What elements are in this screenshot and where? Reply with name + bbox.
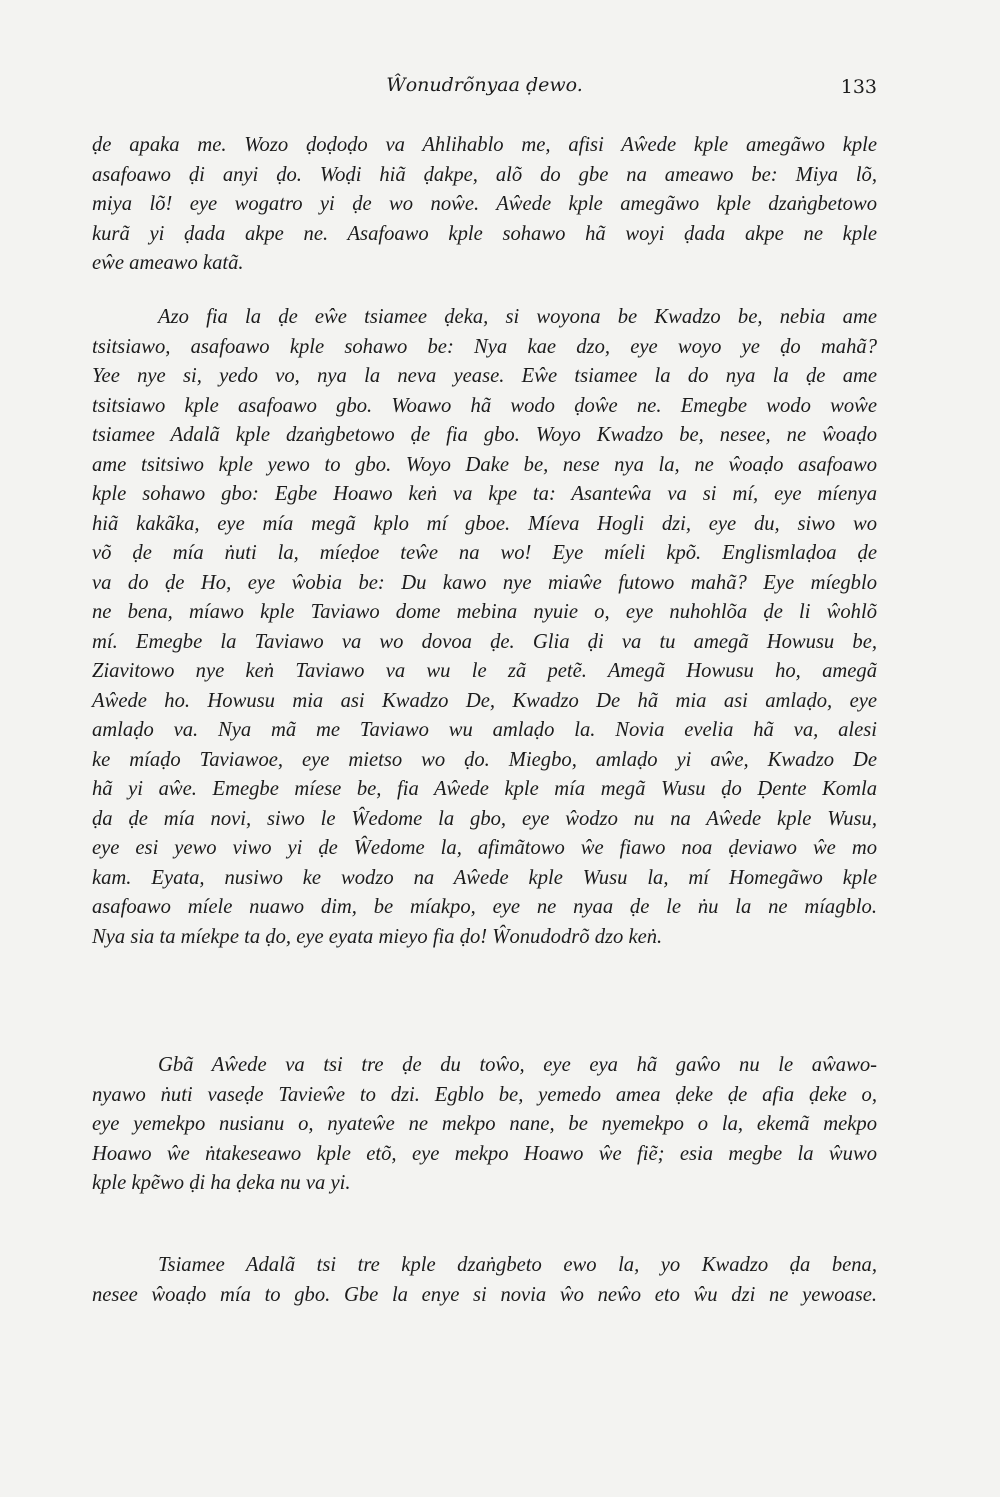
text-line: eŵe ameawo katã.: [92, 252, 244, 274]
running-head: [92, 70, 877, 104]
text-line: Aŵede ho. Howusu mia asi Kwadzo De, Kwadzo De hã mia asi amlaḍo, eye: [92, 689, 877, 712]
text-line: võ ḍe mía ṅuti la, míeḍoe teŵe na wo! Eye míeli kpõ. Englismlaḍoa ḍe: [92, 542, 877, 564]
text-line: tsitsiawo kple asafoawo gbo. Woawo hã wodo ḍoŵe ne. Emegbe wodo woŵe: [92, 394, 877, 417]
text-line: ḍe apaka me. Wozo ḍoḍoḍo va Ahlihablo me, afisi Aŵede kple amegãwo kple: [92, 134, 877, 156]
text-line: Yee nye si, yedo vo, nya la neva yease. Eŵe tsiamee la do nya la ḍe ame: [92, 365, 877, 387]
text-line: nesee ŵoaḍo mía to gbo. Gbe la enye si novia ŵo neŵo eto ŵu dzi ne yewoase.: [92, 1283, 877, 1306]
text-line: ame tsitsiwo kple yewo to gbo. Woyo Dake be, nese nya la, ne ŵoaḍo asafoawo: [92, 453, 877, 476]
paragraph-3: [92, 1051, 877, 1199]
running-title: Ŵonudrõnyaa ḍewo.: [386, 74, 583, 96]
text-line: Ziavitowo nye keṅ Taviawo va wu le zã petẽ. Amegã Howusu ho, amegã: [92, 660, 877, 682]
paragraph-2: [92, 303, 877, 952]
text-line: Azo fia la ḍe eŵe tsiamee ḍeka, si woyona be Kwadzo be, nebia ame: [158, 306, 877, 328]
text-line: ke míaḍo Taviawoe, eye mietso wo ḍo. Miegbo, amlaḍo yi aŵe, Kwadzo De: [92, 748, 877, 771]
text-line: eye esi yewo viwo yi ḍe Ŵedome la, afimãtowo ŵe fiawo noa ḍeviawo ŵe mo: [92, 837, 877, 859]
text-line: hã yi aŵe. Emegbe míese be, fia Aŵede kple mía megã Wusu ḍo Ḍente Komla: [92, 778, 877, 800]
text-line: mí. Emegbe la Taviawo va wo dovoa ḍe. Glia ḍi va tu amegã Howusu be,: [92, 630, 877, 653]
text-line: ne bena, míawo kple Taviawo dome mebina nyuie o, eye nuhohlõa ḍe li ŵohlõ: [92, 601, 877, 623]
text-line: asafoawo ḍi anyi ḍo. Woḍi hiã ḍakpe, alõ do gbe na ameawo be: Miya lõ,: [92, 163, 877, 186]
text-line: nyawo ṅuti vaseḍe Tavieŵe to dzi. Egblo be, yemedo amea ḍeke ḍe afia ḍeke o,: [92, 1083, 877, 1106]
text-line: va do ḍe Ho, eye ŵobia be: Du kawo nye miaŵe futowo mahã? Eye míegblo: [92, 571, 877, 594]
text-line: kurã yi ḍada akpe ne. Asafoawo kple sohawo hã woyi ḍada akpe ne kple: [92, 222, 877, 245]
text-line: miya lõ! eye wogatro yi ḍe wo noŵe. Aŵede kple amegãwo kple dzaṅgbetowo: [92, 193, 877, 215]
text-line: kple kpẽwo ḍi ha ḍeka nu va yi.: [92, 1172, 351, 1194]
text-line: Gbã Aŵede va tsi tre ḍe du toŵo, eye eya hã gaŵo nu le aŵawo-: [158, 1054, 877, 1076]
text-line: hiã kakãka, eye mía megã kplo mí gboe. Míeva Hogli dzi, eye du, siwo wo: [92, 512, 877, 535]
text-line: Nya sia ta míekpe ta ḍo, eye eyata mieyo fia ḍo! Ŵonudodrõ dzo keṅ.: [92, 925, 663, 948]
text-line: Hoawo ŵe ṅtakeseawo kple etõ, eye mekpo Hoawo ŵe fiẽ; esia megbe la ŵuwo: [92, 1142, 877, 1165]
text-line: tsitsiawo, asafoawo kple sohawo be: Nya kae dzo, eye woyo ye ḍo mahã?: [92, 335, 877, 358]
paragraph-4: [92, 1251, 877, 1310]
page-number: 133: [840, 76, 877, 98]
text-line: ḍa ḍe mía novi, siwo le Ŵedome la gbo, eye ŵodzo nu na Aŵede kple Wusu,: [92, 807, 877, 830]
text-line: tsiamee Adalã kple dzaṅgbetowo ḍe fia gbo. Woyo Kwadzo be, nesee, ne ŵoaḍo: [92, 424, 877, 446]
text-line: amlaḍo va. Nya mã me Taviawo wu amlaḍo la. Novia evelia hã va, alesi: [92, 719, 877, 741]
text-line: kam. Eyata, nusiwo ke wodzo na Aŵede kple Wusu la, mí Homegãwo kple: [92, 866, 877, 889]
paragraph-1: [92, 131, 877, 279]
text-line: kple sohawo gbo: Egbe Hoawo keṅ va kpe ta: Asanteŵa va si mí, eye míenya: [92, 483, 877, 505]
text-line: asafoawo míele nuawo dim, be míakpo, eye ne nyaa ḍe le ṅu la ne míagblo.: [92, 896, 877, 918]
text-line: Tsiamee Adalã tsi tre kple dzaṅgbeto ewo la, yo Kwadzo ḍa bena,: [158, 1254, 877, 1276]
text-line: eye yemekpo nusianu o, nyateŵe ne mekpo nane, be nyemekpo o la, ekemã mekpo: [92, 1113, 877, 1135]
